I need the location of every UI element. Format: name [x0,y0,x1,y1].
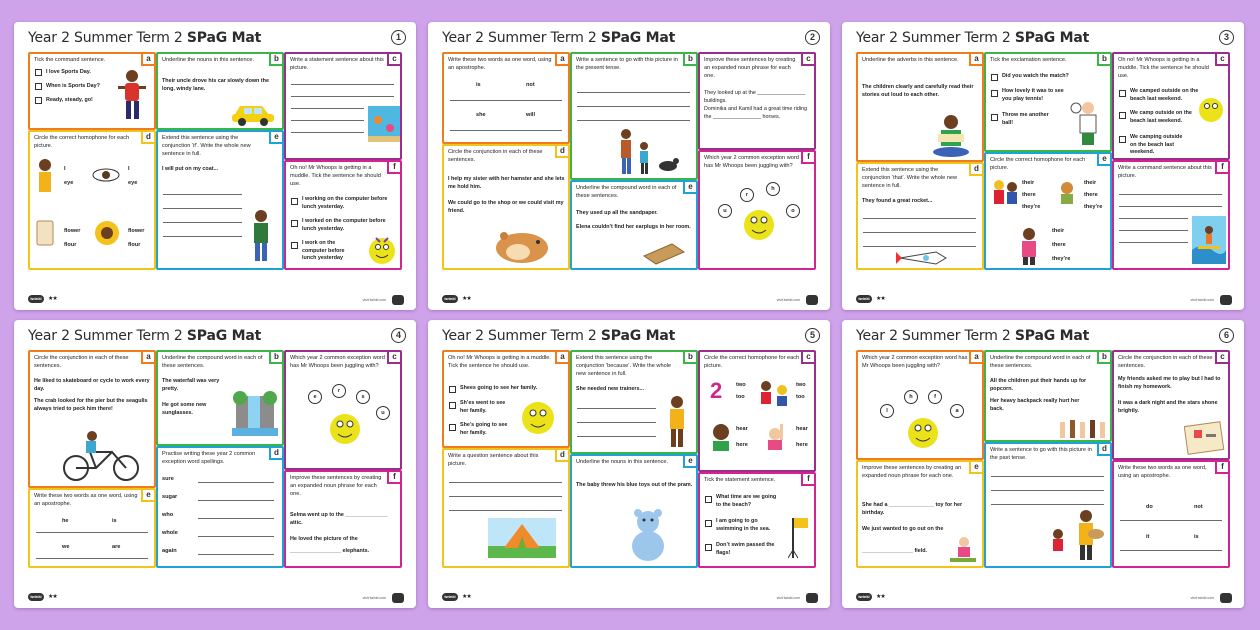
rocket-picture [896,248,948,268]
number-two-picture: 2 [710,378,723,403]
runner-picture [116,68,148,124]
task-e-box: e Write these two words as one word, using an apostrophe. he is we are [28,488,156,568]
task-a-box: a Which year 2 common exception word has Mr Whoops been juggling with? l h f a [856,350,984,460]
task-e-box: e Underline the compound word in each of these sentences. They used up all the sandpaper. Elena couldn’t find her earplugs in her room. [570,180,698,270]
raised-hand-picture [760,422,790,452]
mat-number: 5 [805,328,820,343]
sandpaper-picture [642,240,686,266]
task-e-box: e Circle the correct homophone for each picture. their there they’re their there they’re their there they’re [984,152,1112,270]
task-d-box: d Write a sentence to go with this picture in the past tense. [984,442,1112,568]
cyclist-picture [60,430,146,482]
checkbox[interactable] [449,402,456,409]
mat-number: 4 [391,328,406,343]
mat-number: 1 [391,30,406,45]
task-d-box: d Write a question sentence about this picture. [442,448,570,568]
task-f-box: f Which year 2 common exception word has Mr Whoops been juggling with? r h u o [698,150,816,270]
task-c-box: c Improve these sentences by creating an expanded noun phrase for each one. They looked up at the ________________ buildings. Dominika and Kamil had a great time riding the ________________ horses. [698,52,816,150]
spag-mat-5: Year 2 Summer Term 2 SPaG Mat 5 a Oh no! Mr Whoops is getting in a muddle. Tick the sentence he should use. Shees going to see her family. Sh’es went to see her family. She’s going to see her family. b Extend this sentence using the conjunction ‘because’. Write the whole new sentence in full. She needed new trainers... c Circle the correct homophone for each picture. 2 two too two too hear here hear here d Write a question sentence about this picture. e Underline the nouns in this sentence. The baby threw his blue toys out of the pram. f Tick the statement sentence. What time are we going to the beach? I am going to go swimming in the sea. Don’t swim passed the flags! twinkl ★★ visit twinkl.com [428,320,830,608]
mr-whoops-picture [366,234,398,266]
checkbox[interactable] [449,424,456,431]
eye-picture [92,168,120,182]
mr-whoops-picture [326,408,364,448]
spag-mat-6: Year 2 Summer Term 2 SPaG Mat 6 a Which year 2 common exception word has Mr Whoops been juggling with? l h f a b Underline the compound word in each of these sentences. All the children put their hands up for popcorn. Her heavy backpack really hurt her back. c Circle the conjunction in each of these sentences. My friends asked me to play but I had to finish my homework. It was a dark night and the stars shone brightly. d Write a sentence to go with this picture in the past tense. e Improve these sentences by creating an expanded noun phrase for each one. She had a _______________ toy for her birthday. We just wanted to go out on the _________________ field. f Write these two words as one word, using an apostrophe. do not it is twinkl ★★ visit twinkl.com [842,320,1244,608]
children-picture [990,178,1020,208]
task-b-box: b Underline the compound word in each of these sentences. The waterfall was very pretty. He got some new sunglasses. [156,350,284,446]
car-picture [230,98,276,126]
checkbox[interactable] [705,520,712,527]
letter-ball: u [718,204,732,218]
teddy-bear-picture [626,508,670,564]
hamster-picture [494,226,550,264]
spag-mat-1: Year 2 Summer Term 2 SPaG Mat 1 a Tick the command sentence. I love Sports Day. When is Sports Day? Ready, steady, go! b Underline the nouns in this sentence. Their uncle drove his car slowly down the long, windy lane. c Write a statement sentence about this picture. d Circle the correct homophone for each picture. I eye I eye flower flour flower flour e Extend this sentence using the conjunction ‘if’. Write the whole new sentence in full. I will put on my coat... f Oh no! Mr Whoops is getting in a muddle. Tick the sentence he should use. I working on the computer before lunch yesterday. I worked on the computer before lunch yesterday. I work on the computer before lunch yesterday twinkl ★★ visit twinkl.com [14,22,416,310]
letter-ball: r [740,188,754,202]
underwater-picture [368,106,400,142]
page-title: Year 2 Summer Term 2 SPaG Mat [28,328,262,344]
checkbox[interactable] [35,69,42,76]
flour-bag-picture [36,220,54,246]
reading-boy-picture [928,112,974,158]
girl-picture [1016,226,1042,266]
task-a-box: a Circle the conjunction in each of these sentences. He liked to skateboard or cycle to work every day. The crab looked for the pier but the seagulls always tried to peck him there! [28,350,156,488]
task-a-box: a Oh no! Mr Whoops is getting in a muddle. Tick the sentence he should use. Shees going to see her family. Sh’es went to see her family. She’s going to see her family. [442,350,570,448]
task-a-box: a Tick the command sentence. I love Sports Day. When is Sports Day? Ready, steady, go! [28,52,156,130]
task-f-box: f Tick the statement sentence. What time are we going to the beach? I am going to go swimming in the sea. Don’t swim passed the flags! [698,472,816,568]
checkbox[interactable] [291,242,298,249]
task-d-box: d Circle the conjunction in each of these sentences. I help my sister with her hamster and she lets me hold him. We could go to the shop or we could visit my friend. [442,144,570,270]
checkbox[interactable] [35,83,42,90]
task-c-box: c Oh no! Mr Whoops is getting in a muddle. Tick the sentence he should use. We camped outside on the beach last weekend. We camp outside on the beach last weekend. We camping outside on the beach last weekend. [1112,52,1230,160]
family-walking-picture [616,128,682,176]
page-title: Year 2 Summer Term 2 SPaG Mat [442,328,676,344]
task-f-box: f Write these two words as one word, using an apostrophe. do not it is [1112,460,1230,568]
boy-picture [248,208,274,264]
checkbox[interactable] [35,97,42,104]
page-title: Year 2 Summer Term 2 SPaG Mat [856,328,1090,344]
page-title: Year 2 Summer Term 2 SPaG Mat [28,30,262,46]
task-d-box: d Extend this sentence using the conjunction ‘that’. Write the whole new sentence in full. They found a great rocket... [856,162,984,270]
footer: twinkl ★★ [28,294,57,303]
mat-number: 3 [1219,30,1234,45]
task-b-box: b Write a sentence to go with this picture in the present tense. [570,52,698,180]
page-title: Year 2 Summer Term 2 SPaG Mat [856,30,1090,46]
sunflower-picture [94,220,120,246]
task-b-box: b Extend this sentence using the conjunction ‘because’. Write the whole new sentence in full. She needed new trainers... [570,350,698,454]
mr-whoops-picture [904,412,942,452]
task-c-box: c Circle the correct homophone for each picture. 2 two too two too hear here hear here [698,350,816,472]
task-b-box: b Underline the nouns in this sentence. Their uncle drove his car slowly down the long, windy lane. [156,52,284,130]
task-f-box: f Oh no! Mr Whoops is getting in a muddle. Tick the sentence he should use. I working on the computer before lunch yesterday. I worked on the computer before lunch yesterday. I work on the computer before lunch yesterday [284,160,402,270]
checkbox[interactable] [705,496,712,503]
children-playing-picture [756,378,790,410]
mat-number: 2 [805,30,820,45]
checkbox[interactable] [1119,90,1126,97]
spag-mat-3: Year 2 Summer Term 2 SPaG Mat 3 a Underline the adverbs in this sentence. The children clearly and carefully read their stories out loud to each other. b Tick the exclamation sentence. Did you watch the match? How lovely it was to see you play tennis! Throw me another ball! c Oh no! Mr Whoops is getting in a muddle. Tick the sentence he should use. We camped outside on the beach last weekend. We camp outside on the beach last weekend. We camping outside on the beach last weekend. d Extend this sentence using the conjunction ‘that’. Write the whole new sentence in full. They found a great rocket... e Circle the correct homophone for each picture. their there they’re their there they’re their there they’re f Write a command sentence about this picture. twinkl ★★ visit twinkl.com [842,22,1244,310]
task-c-box: c Write a statement sentence about this picture. [284,52,402,160]
checkbox[interactable] [1119,112,1126,119]
spag-mat-2: Year 2 Summer Term 2 SPaG Mat 2 a Write these two words as one word, using an apostrophe. is not she will b Write a sentence to go with this picture in the present tense. c Improve these sentences by creating an expanded noun phrase for each one. They looked up at the ________________ buildings. Dominika and Kamil had a great time riding the ________________ horses. d Circle the conjunction in each of these sentences. I help my sister with her hamster and she lets me hold him. We could go to the shop or we could visit my friend. e Underline the compound word in each of these sentences. They used up all the sandpaper. Elena couldn’t find her earplugs in her room. f Which year 2 common exception word has Mr Whoops been juggling with? r h u o twinkl ★★ visit twinkl.com [428,22,830,310]
family-shopping-picture [1040,508,1106,562]
task-e-box: e Improve these sentences by creating an expanded noun phrase for each one. She had a _______________ toy for her birthday. We just wanted to go out on the _________________ field. [856,460,984,568]
flag-picture [788,516,812,560]
tennis-player-picture [1070,100,1106,148]
page-title: Year 2 Summer Term 2 SPaG Mat [442,30,676,46]
checkbox[interactable] [1119,136,1126,143]
task-b-box: b Underline the compound word in each of these sentences. All the children put their hands up for popcorn. Her heavy backpack really hurt her back. [984,350,1112,442]
homework-picture [1184,420,1226,456]
camping-picture [488,518,556,558]
girl-picture [664,394,690,450]
checkbox[interactable] [991,114,998,121]
task-c-box: c Circle the conjunction in each of these sentences. My friends asked me to play but I had to finish my homework. It was a dark night and the stars shone brightly. [1112,350,1230,460]
mat-number: 6 [1219,328,1234,343]
raised-hands-picture [1056,418,1108,440]
task-e-box: e Underline the nouns in this sentence. The baby threw his blue toys out of the pram. [570,454,698,568]
letter-ball: o [786,204,800,218]
task-e-box: e Extend this sentence using the conjunction ‘if’. Write the whole new sentence in full. I will put on my coat... [156,130,284,270]
checkbox[interactable] [291,220,298,227]
mr-whoops-picture [740,204,778,244]
task-c-box: c Which year 2 common exception word has Mr Whoops been juggling with? e r s u [284,350,402,470]
task-a-box: a Write these two words as one word, using an apostrophe. is not she will [442,52,570,144]
checkbox[interactable] [705,544,712,551]
listening-child-picture [708,422,734,452]
checkbox[interactable] [449,386,456,393]
letter-ball: h [766,182,780,196]
waterfall-picture [232,388,278,436]
task-f-box: f Write a command sentence about this picture. [1112,160,1230,270]
surfer-picture [1192,216,1226,264]
playing-child-picture [948,534,978,564]
checkbox[interactable] [991,90,998,97]
task-d-box: d Circle the correct homophone for each picture. I eye I eye flower flour flower flour [28,130,156,270]
task-a-box: a Underline the adverbs in this sentence. The children clearly and carefully read their stories out loud to each other. [856,52,984,162]
task-d-box: d Practise writing these year 2 common exception word spellings. sure sugar who whole again [156,446,284,568]
toys-picture [1056,180,1078,206]
spag-mat-4: Year 2 Summer Term 2 SPaG Mat 4 a Circle the conjunction in each of these sentences. He liked to skateboard or cycle to work every day. The crab looked for the pier but the seagulls always tried to peck him there! b Underline the compound word in each of these sentences. The waterfall was very pretty. He got some new sunglasses. c Which year 2 common exception word has Mr Whoops been juggling with? e r s u d Practise writing these year 2 common exception word spellings. sure sugar who whole again e Write these two words as one word, using an apostrophe. he is we are f Improve these sentences by creating an expanded noun phrase for each one. Selma went up to the ______________ attic. He loved the picture of the _________________ elephants. twinkl ★★ visit twinkl.com [14,320,416,608]
mr-whoops-picture [518,396,558,438]
task-b-box: b Tick the exclamation sentence. Did you watch the match? How lovely it was to see you play tennis! Throw me another ball! [984,52,1112,152]
girl-picture [36,158,54,194]
task-f-box: f Improve these sentences by creating an expanded noun phrase for each one. Selma went up to the ______________ attic. He loved the picture of the _________________ elephants. [284,470,402,568]
checkbox[interactable] [291,198,298,205]
mr-whoops-picture [1196,94,1226,124]
checkbox[interactable] [991,74,998,81]
